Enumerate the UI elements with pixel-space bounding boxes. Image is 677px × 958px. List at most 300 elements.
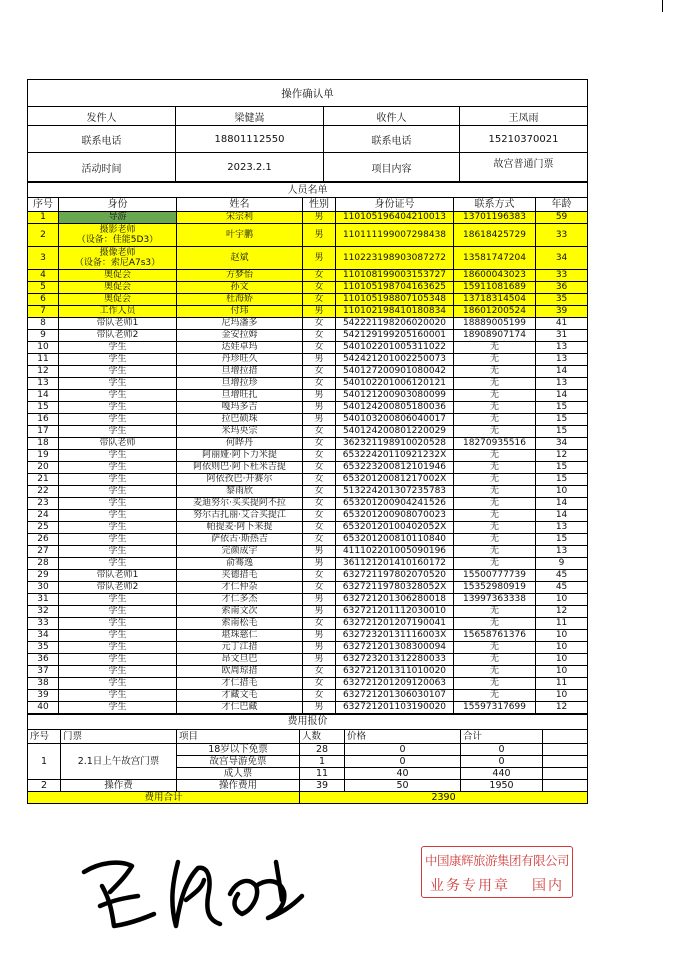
cell-age: 45 [536, 570, 588, 582]
receiver-phone-value: 15210370021 [460, 126, 588, 153]
table-row [28, 438, 588, 450]
table-row [28, 366, 588, 378]
cell-id: 632721201209120063 [336, 678, 454, 690]
cell-name: 昂文旦巴 [177, 654, 303, 666]
sender-label: 发件人 [28, 107, 176, 126]
cell-name: 旦增拉珍 [177, 378, 303, 390]
cell-no: 20 [28, 462, 59, 474]
cell-age: 9 [536, 558, 588, 570]
cell-no: 4 [28, 270, 59, 282]
cell-sex: 男 [303, 390, 336, 402]
cell-phone: 15500777739 [454, 570, 536, 582]
cell-no: 29 [28, 570, 59, 582]
cell-id: 65320120081217002X [336, 474, 454, 486]
cell-no: 10 [28, 342, 59, 354]
cell-role: 学生 [59, 498, 177, 510]
col-header-role: 身份 [59, 198, 177, 212]
cell-role: 学生 [59, 378, 177, 390]
stamp-line-3: 国内 [532, 878, 564, 894]
cell-no: 9 [28, 330, 59, 342]
cell-phone: 无 [454, 606, 536, 618]
cell-name: 何晔丹 [177, 438, 303, 450]
cell-role: 摄影老师 （设备：佳能5D3） [59, 224, 177, 247]
fee-total: 440 [461, 768, 543, 780]
cell-age: 10 [536, 654, 588, 666]
cell-phone: 无 [454, 474, 536, 486]
cell-name: 杜海娇 [177, 294, 303, 306]
cell-no: 18 [28, 438, 59, 450]
cell-sex: 女 [303, 330, 336, 342]
table-row [28, 618, 588, 630]
cell-age: 34 [536, 438, 588, 450]
cell-sex: 男 [303, 354, 336, 366]
cell-age: 33 [536, 224, 588, 247]
col-header-id: 身份证号 [336, 198, 454, 212]
cell-id: 110105198704163625 [336, 282, 454, 294]
cell-no: 6 [28, 294, 59, 306]
fee-caption: 费用报价 [28, 715, 588, 730]
cell-phone: 无 [454, 522, 536, 534]
cell-no: 34 [28, 630, 59, 642]
cell-role: 学生 [59, 606, 177, 618]
cell-name: 萨依古·斯热吉 [177, 534, 303, 546]
cell-role: 学生 [59, 654, 177, 666]
table-row [28, 224, 588, 247]
cell-role: 学生 [59, 690, 177, 702]
cell-age: 10 [536, 666, 588, 678]
cell-phone: 无 [454, 366, 536, 378]
fee-col-ticket: 门票 [61, 730, 177, 744]
cell-no: 17 [28, 426, 59, 438]
cell-phone: 无 [454, 666, 536, 678]
sender-phone-label: 联系电话 [28, 126, 176, 153]
project-content-label: 项目内容 [324, 153, 460, 182]
cell-id: 653201200904241526 [336, 498, 454, 510]
people-table [27, 182, 588, 714]
table-row [28, 630, 588, 642]
fee-op-price: 50 [345, 780, 461, 792]
cell-sex: 女 [303, 438, 336, 450]
cell-id: 632723201312280033 [336, 654, 454, 666]
cell-no: 32 [28, 606, 59, 618]
cell-id: 110111199007298438 [336, 224, 454, 247]
cell-phone: 无 [454, 642, 536, 654]
cell-no: 19 [28, 450, 59, 462]
cell-sex: 女 [303, 666, 336, 678]
cell-no: 36 [28, 654, 59, 666]
cell-age: 31 [536, 330, 588, 342]
cell-sex: 女 [303, 510, 336, 522]
cell-name: 俞骞逸 [177, 558, 303, 570]
cell-no: 24 [28, 510, 59, 522]
cell-age: 14 [536, 498, 588, 510]
cell-role: 学生 [59, 546, 177, 558]
cell-no: 5 [28, 282, 59, 294]
fee-col-total: 合计 [461, 730, 543, 744]
corner-mark [662, 0, 663, 12]
cell-no: 25 [28, 522, 59, 534]
cell-no: 2 [28, 224, 59, 247]
cell-name: 黎雨欣 [177, 486, 303, 498]
cell-no: 39 [28, 690, 59, 702]
cell-sex: 男 [303, 546, 336, 558]
cell-phone: 18601200524 [454, 306, 536, 318]
cell-id: 542221198206020020 [336, 318, 454, 330]
cell-no: 30 [28, 582, 59, 594]
cell-id: 653201200810110840 [336, 534, 454, 546]
receiver-label: 收件人 [324, 107, 460, 126]
cell-age: 10 [536, 642, 588, 654]
cell-phone: 18600043023 [454, 270, 536, 282]
sender-value: 梁健嵩 [176, 107, 324, 126]
col-header-no: 序号 [28, 198, 59, 212]
table-row [28, 247, 588, 270]
table-row [28, 654, 588, 666]
cell-age: 39 [536, 306, 588, 318]
cell-phone: 无 [454, 558, 536, 570]
fee-count: 1 [300, 756, 345, 768]
cell-sex: 女 [303, 426, 336, 438]
cell-role: 学生 [59, 390, 177, 402]
fee-op-item: 操作费用 [177, 780, 300, 792]
cell-role: 学生 [59, 630, 177, 642]
cell-phone: 13718314504 [454, 294, 536, 306]
cell-phone: 无 [454, 486, 536, 498]
cell-id: 110223198903087272 [336, 247, 454, 270]
table-row [28, 354, 588, 366]
cell-sex: 男 [303, 414, 336, 426]
cell-role: 奥促会 [59, 270, 177, 282]
cell-id: 110102198410180834 [336, 306, 454, 318]
cell-sex: 女 [303, 678, 336, 690]
table-row [28, 426, 588, 438]
cell-name: 索南松毛 [177, 618, 303, 630]
fee-total: 0 [461, 756, 543, 768]
cell-id: 540102201006120121 [336, 378, 454, 390]
cell-age: 14 [536, 510, 588, 522]
table-row [28, 402, 588, 414]
activity-time-value: 2023.2.1 [176, 153, 324, 182]
cell-sex: 女 [303, 534, 336, 546]
cell-phone: 无 [454, 342, 536, 354]
cell-no: 22 [28, 486, 59, 498]
col-header-age: 年龄 [536, 198, 588, 212]
cell-no: 37 [28, 666, 59, 678]
header-table [27, 79, 588, 182]
cell-name: 欧周琼措 [177, 666, 303, 678]
cell-sex: 男 [303, 630, 336, 642]
cell-phone: 15597317699 [454, 702, 536, 714]
cell-name: 帕提麦·阿卜来提 [177, 522, 303, 534]
table-row [28, 678, 588, 690]
fee-op-name: 操作费 [61, 780, 177, 792]
fee-ticket-no: 1 [28, 744, 61, 780]
cell-id: 632721201308300094 [336, 642, 454, 654]
table-row [28, 510, 588, 522]
confirmation-sheet [27, 79, 587, 804]
cell-id: 540127200901080042 [336, 366, 454, 378]
cell-role: 学生 [59, 678, 177, 690]
cell-role: 学生 [59, 522, 177, 534]
cell-age: 35 [536, 294, 588, 306]
cell-no: 15 [28, 402, 59, 414]
project-content-value: 故宫普通门票 [460, 153, 588, 182]
cell-sex: 女 [303, 366, 336, 378]
fee-col-no: 序号 [28, 730, 61, 744]
cell-sex: 男 [303, 558, 336, 570]
cell-phone: 无 [454, 354, 536, 366]
table-row [28, 606, 588, 618]
cell-id: 361121201410160172 [336, 558, 454, 570]
cell-name: 米玛央宗 [177, 426, 303, 438]
cell-age: 12 [536, 450, 588, 462]
table-row [28, 342, 588, 354]
cell-name: 才仁巴藏 [177, 702, 303, 714]
cell-role: 学生 [59, 666, 177, 678]
cell-phone: 无 [454, 402, 536, 414]
cell-name: 才仁仲杂 [177, 582, 303, 594]
cell-name: 拉巴硕珠 [177, 414, 303, 426]
cell-role: 学生 [59, 474, 177, 486]
cell-id: 540121200903080099 [336, 390, 454, 402]
receiver-phone-label: 联系电话 [324, 126, 460, 153]
cell-role: 学生 [59, 510, 177, 522]
cell-phone: 无 [454, 510, 536, 522]
cell-id: 110105196404210013 [336, 212, 454, 224]
cell-phone: 无 [454, 414, 536, 426]
cell-age: 59 [536, 212, 588, 224]
table-row [28, 212, 588, 224]
cell-no: 26 [28, 534, 59, 546]
cell-sex: 女 [303, 474, 336, 486]
table-row [28, 582, 588, 594]
table-row [28, 558, 588, 570]
cell-sex: 女 [303, 498, 336, 510]
cell-age: 41 [536, 318, 588, 330]
cell-id: 65320120100402052X [336, 522, 454, 534]
fee-col-count: 人数 [300, 730, 345, 744]
table-row [28, 414, 588, 426]
cell-id: 411102201005090196 [336, 546, 454, 558]
table-row [28, 666, 588, 678]
fee-total: 0 [461, 744, 543, 756]
cell-id: 632721201103190020 [336, 702, 454, 714]
cell-age: 10 [536, 594, 588, 606]
table-row [28, 270, 588, 282]
stamp-line-2: 业务专用章 [430, 878, 510, 894]
cell-phone: 无 [454, 450, 536, 462]
cell-age: 33 [536, 270, 588, 282]
cell-sex: 女 [303, 342, 336, 354]
fee-op-no: 2 [28, 780, 61, 792]
cell-role: 学生 [59, 642, 177, 654]
fee-item: 成人票 [177, 768, 300, 780]
cell-sex: 女 [303, 690, 336, 702]
cell-sex: 男 [303, 654, 336, 666]
table-row [28, 378, 588, 390]
cell-phone: 无 [454, 534, 536, 546]
cell-age: 11 [536, 678, 588, 690]
cell-phone: 无 [454, 546, 536, 558]
col-header-name: 姓名 [177, 198, 303, 212]
sender-phone-value: 18801112550 [176, 126, 324, 153]
fee-price: 40 [345, 768, 461, 780]
cell-sex: 女 [303, 486, 336, 498]
cell-age: 12 [536, 606, 588, 618]
cell-name: 阿依则巴·阿卜杜米吉提 [177, 462, 303, 474]
cell-name: 方梦怡 [177, 270, 303, 282]
cell-id: 632721197802070520 [336, 570, 454, 582]
table-row [28, 306, 588, 318]
col-header-sex: 性别 [303, 198, 336, 212]
cell-phone: 13701196383 [454, 212, 536, 224]
table-row [28, 690, 588, 702]
cell-age: 45 [536, 582, 588, 594]
table-row [28, 330, 588, 342]
cell-no: 12 [28, 366, 59, 378]
fee-ticket-name: 2.1日上午故宫门票 [61, 744, 177, 780]
cell-id: 632721201306280018 [336, 594, 454, 606]
cell-name: 元丁江措 [177, 642, 303, 654]
handwritten-signature [80, 840, 320, 935]
cell-role: 带队老师2 [59, 330, 177, 342]
cell-sex: 女 [303, 294, 336, 306]
cell-no: 8 [28, 318, 59, 330]
cell-name: 夹德措毛 [177, 570, 303, 582]
fee-total-label: 费用合计 [28, 792, 300, 804]
cell-no: 31 [28, 594, 59, 606]
cell-phone: 无 [454, 690, 536, 702]
fee-blank [543, 744, 588, 756]
cell-sex: 女 [303, 378, 336, 390]
cell-age: 15 [536, 426, 588, 438]
cell-sex: 女 [303, 270, 336, 282]
cell-sex: 女 [303, 522, 336, 534]
table-row [28, 318, 588, 330]
col-header-phone: 联系方式 [454, 198, 536, 212]
cell-no: 33 [28, 618, 59, 630]
cell-phone: 18908907174 [454, 330, 536, 342]
fee-blank [543, 768, 588, 780]
cell-role: 学生 [59, 366, 177, 378]
cell-name: 赵斌 [177, 247, 303, 270]
cell-name: 阿丽娅·阿卜力米提 [177, 450, 303, 462]
cell-no: 16 [28, 414, 59, 426]
cell-name: 才藏文毛 [177, 690, 303, 702]
fee-total-value: 2390 [300, 792, 588, 804]
cell-name: 宋宗利 [177, 212, 303, 224]
cell-phone: 无 [454, 378, 536, 390]
cell-name: 麦迪努尔·买买提阿不拉 [177, 498, 303, 510]
cell-name: 才仁措毛 [177, 678, 303, 690]
cell-role: 工作人员 [59, 306, 177, 318]
table-row [28, 498, 588, 510]
cell-role: 导游 [59, 212, 177, 224]
fee-count: 11 [300, 768, 345, 780]
cell-no: 23 [28, 498, 59, 510]
cell-no: 3 [28, 247, 59, 270]
cell-name: 旦增拉措 [177, 366, 303, 378]
cell-age: 11 [536, 618, 588, 630]
cell-id: 632721201306030107 [336, 690, 454, 702]
cell-age: 13 [536, 354, 588, 366]
fee-item: 故宫导游免票 [177, 756, 300, 768]
cell-sex: 女 [303, 318, 336, 330]
cell-id: 540124200805180036 [336, 402, 454, 414]
table-row [28, 282, 588, 294]
cell-id: 632721201311010020 [336, 666, 454, 678]
cell-name: 付玮 [177, 306, 303, 318]
cell-sex: 男 [303, 606, 336, 618]
cell-id: 542421201002250073 [336, 354, 454, 366]
cell-sex: 女 [303, 618, 336, 630]
cell-phone: 18889005199 [454, 318, 536, 330]
cell-age: 13 [536, 378, 588, 390]
cell-phone: 18270935516 [454, 438, 536, 450]
fee-op-total: 1950 [461, 780, 543, 792]
cell-phone: 无 [454, 618, 536, 630]
cell-role: 奥促会 [59, 294, 177, 306]
table-row [28, 450, 588, 462]
cell-phone: 15911081689 [454, 282, 536, 294]
cell-no: 21 [28, 474, 59, 486]
table-row [28, 594, 588, 606]
sheet-title: 操作确认单 [28, 80, 588, 107]
fee-col-blank [543, 730, 588, 744]
table-row [28, 390, 588, 402]
cell-no: 27 [28, 546, 59, 558]
cell-no: 7 [28, 306, 59, 318]
cell-age: 12 [536, 702, 588, 714]
cell-role: 学生 [59, 426, 177, 438]
cell-sex: 男 [303, 642, 336, 654]
cell-name: 旦增旺扎 [177, 390, 303, 402]
cell-no: 13 [28, 378, 59, 390]
cell-no: 28 [28, 558, 59, 570]
table-row [28, 642, 588, 654]
cell-id: 362321198910020528 [336, 438, 454, 450]
cell-name: 叶宇鹏 [177, 224, 303, 247]
cell-phone: 无 [454, 462, 536, 474]
cell-name: 堪珠慈仁 [177, 630, 303, 642]
cell-phone: 13581747204 [454, 247, 536, 270]
cell-name: 才仁多杰 [177, 594, 303, 606]
cell-phone: 18618425729 [454, 224, 536, 247]
cell-phone: 15658761376 [454, 630, 536, 642]
cell-no: 35 [28, 642, 59, 654]
cell-id: 542129199205160001 [336, 330, 454, 342]
cell-age: 13 [536, 522, 588, 534]
cell-role: 学生 [59, 558, 177, 570]
cell-role: 带队老师1 [59, 318, 177, 330]
cell-role: 学生 [59, 618, 177, 630]
fee-col-item: 项目 [177, 730, 300, 744]
cell-name: 尼玛潘多 [177, 318, 303, 330]
cell-id: 653201200908070023 [336, 510, 454, 522]
cell-phone: 无 [454, 390, 536, 402]
cell-name: 金安拉姆 [177, 330, 303, 342]
fee-count: 28 [300, 744, 345, 756]
cell-age: 14 [536, 390, 588, 402]
cell-role: 带队老师1 [59, 570, 177, 582]
fee-item: 18岁以下免票 [177, 744, 300, 756]
receiver-value: 王凤雨 [460, 107, 588, 126]
cell-age: 15 [536, 462, 588, 474]
cell-id: 63272320131116003X [336, 630, 454, 642]
cell-name: 完颜成宇 [177, 546, 303, 558]
fee-price: 0 [345, 756, 461, 768]
cell-sex: 女 [303, 282, 336, 294]
